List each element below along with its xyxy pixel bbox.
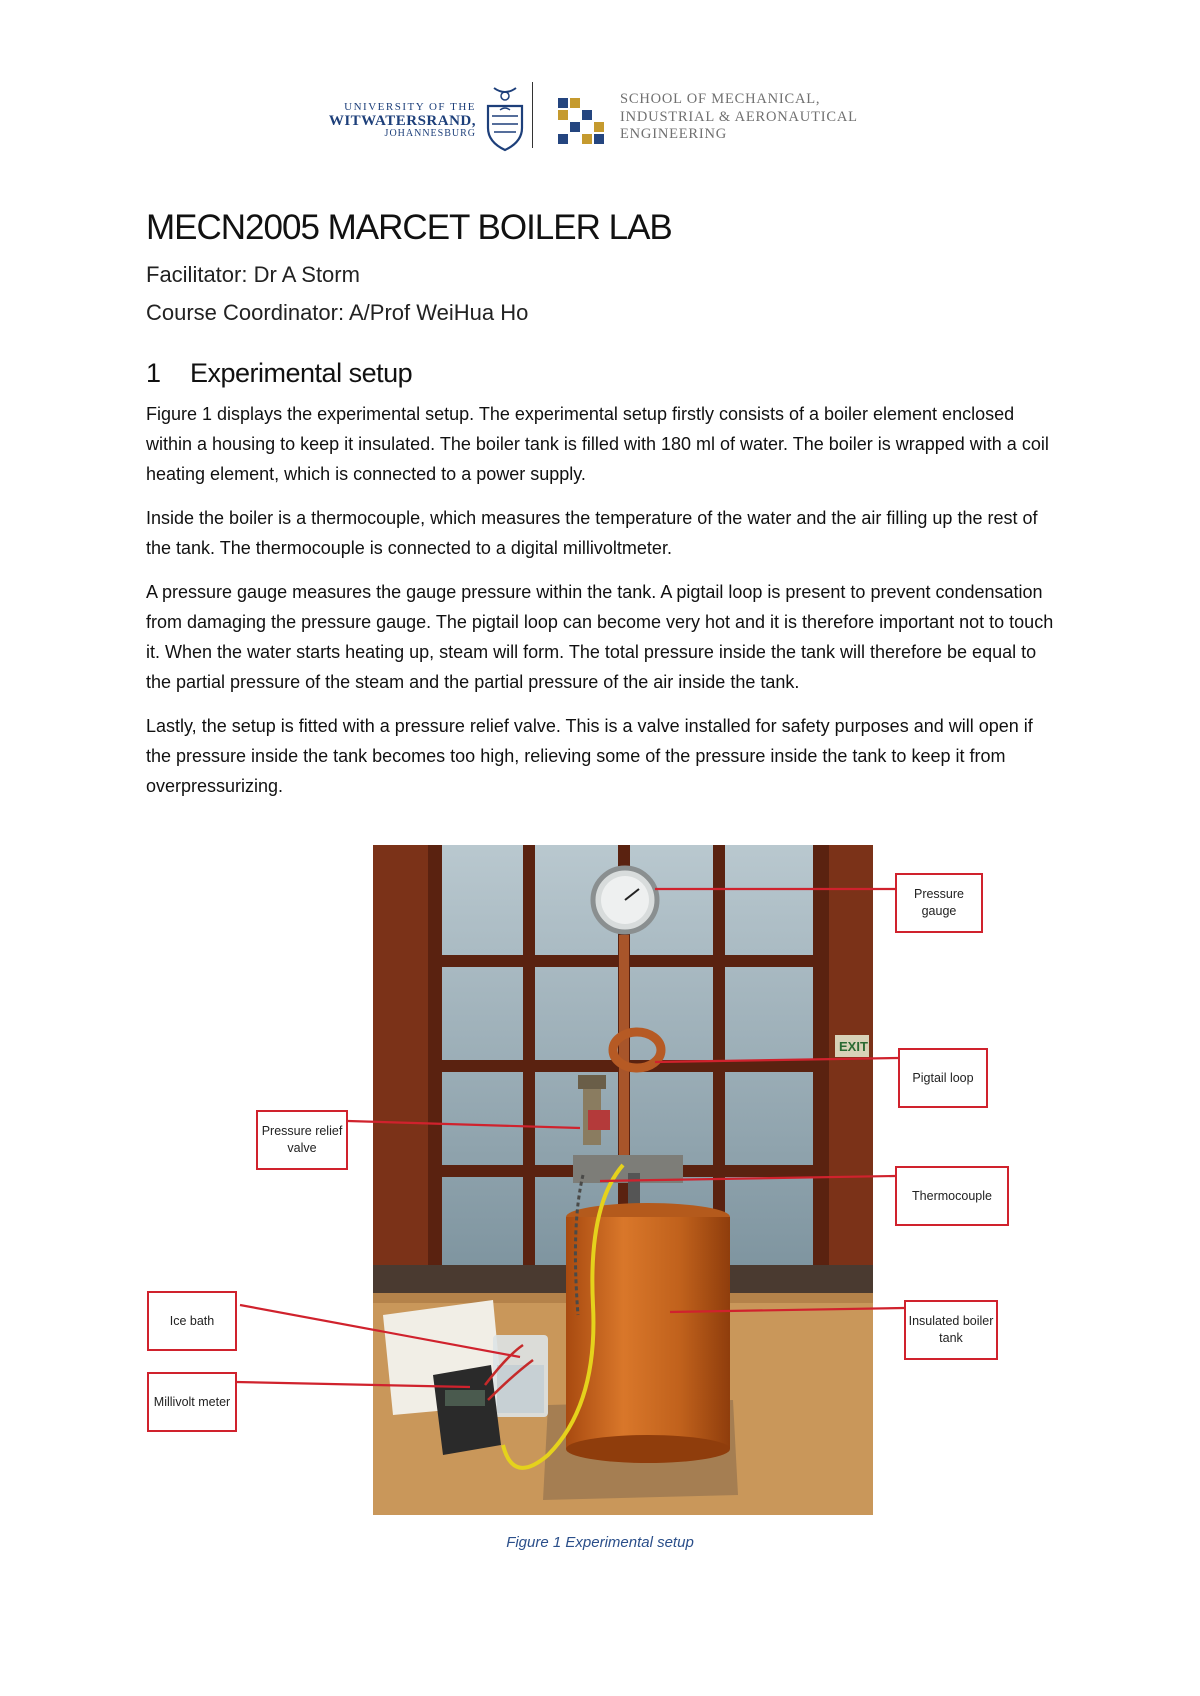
header-divider bbox=[532, 82, 533, 148]
school-line1: SCHOOL OF MECHANICAL, bbox=[620, 91, 821, 107]
callout-millivolt-meter bbox=[147, 1372, 237, 1432]
paragraph: Inside the boiler is a thermocouple, which measures the temperature of the water and the air filling up the rest of the tank. The thermocouple is connected to a digital millivoltmeter. bbox=[146, 508, 1038, 558]
callout-relief-valve bbox=[256, 1110, 348, 1170]
wits-logo bbox=[328, 84, 533, 154]
callout-thermocouple bbox=[895, 1166, 1009, 1226]
document-title: MECN2005 MARCET BOILER LAB bbox=[146, 208, 672, 247]
school-line3: ENGINEERING bbox=[620, 126, 728, 143]
wits-line2: WITWATERSRAND, bbox=[328, 112, 476, 129]
callout-ice-bath-label: Ice bath bbox=[169, 1313, 215, 1328]
wits-line3: JOHANNESBURG bbox=[384, 128, 476, 140]
school-mark-icon bbox=[558, 92, 606, 144]
experiment-photo-drawing bbox=[373, 845, 873, 1515]
callout-pigtail-loop bbox=[898, 1048, 988, 1108]
school-logo bbox=[558, 88, 878, 148]
coordinator-line: Course Coordinator: A/Prof WeiHua Ho bbox=[146, 300, 529, 325]
callout-pigtail-loop-label: Pigtail loop bbox=[912, 1070, 974, 1085]
figure-caption: Figure 1 Experimental setup bbox=[506, 1534, 694, 1551]
experiment-photo bbox=[373, 845, 873, 1515]
exit-sign: EXIT bbox=[839, 1039, 868, 1054]
paragraph: Figure 1 displays the experimental setup. The experimental setup firstly consists of a boiler element enclosed within a housing to keep it insulated. The boiler tank is filled with 180 ml of water. The boiler is wrapped with a coil heating element, which is connected to a power supply. bbox=[146, 404, 1049, 484]
section-number: 1 bbox=[146, 358, 161, 388]
callout-insulated-tank bbox=[904, 1300, 998, 1360]
section-body bbox=[146, 399, 1056, 815]
wits-wordmark bbox=[328, 102, 476, 140]
paragraph: Lastly, the setup is fitted with a pressure relief valve. This is a valve installed for safety purposes and will open if the pressure inside the tank becomes too high, relieving some of the pressure inside the tank to keep it from overpressurizing. bbox=[146, 716, 1033, 796]
school-line2: INDUSTRIAL & AERONAUTICAL bbox=[620, 108, 858, 125]
section-title: Experimental setup bbox=[190, 358, 413, 388]
wits-crest-icon bbox=[480, 84, 530, 154]
callout-thermocouple-label: Thermocouple bbox=[912, 1188, 992, 1203]
school-wordmark bbox=[620, 91, 858, 144]
callout-millivolt-meter-label: Millivolt meter bbox=[153, 1394, 231, 1409]
section-heading bbox=[146, 358, 412, 389]
callout-relief-valve-label: Pressure relief valve bbox=[261, 1124, 343, 1155]
paragraph: A pressure gauge measures the gauge pressure within the tank. A pigtail loop is present to prevent condensation from damaging the pressure gauge. The pigtail loop can become very hot and it is therefore important not to touch it. When the water starts heating up, steam will form. The total pressure inside the tank will therefore be equal to the partial pressure of the steam and the partial pressure of the air inside the tank. bbox=[146, 582, 1054, 692]
callout-pressure-gauge-label: Pressure gauge bbox=[913, 887, 965, 918]
callout-ice-bath bbox=[147, 1291, 237, 1351]
wits-line1: UNIVERSITY OF THE bbox=[344, 101, 476, 113]
facilitator-line: Facilitator: Dr A Storm bbox=[146, 262, 360, 287]
callout-pressure-gauge bbox=[895, 873, 983, 933]
callout-insulated-tank-label: Insulated boiler tank bbox=[908, 1314, 994, 1345]
